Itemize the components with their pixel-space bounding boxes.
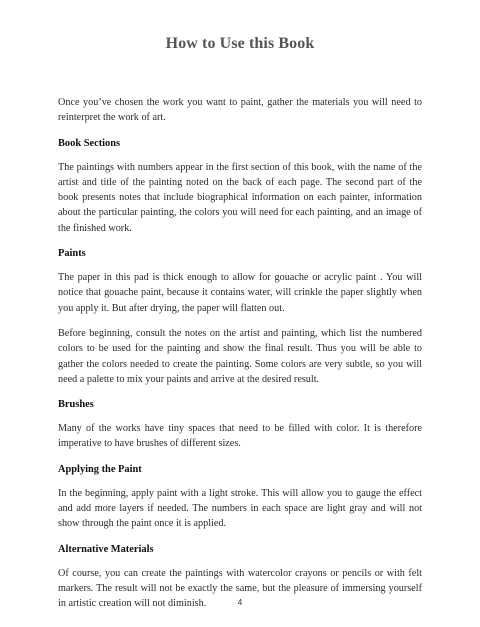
section-heading-alternative-materials: Alternative Materials bbox=[58, 543, 154, 555]
page-content bbox=[58, 95, 422, 622]
section-heading-paints: Paints bbox=[58, 248, 86, 260]
section-heading-applying-paint: Applying the Paint bbox=[58, 463, 142, 475]
applying-paint-paragraph: In the beginning, apply paint with a light stroke. This will allow you to gauge the effect and add more layers if needed. The numbers in each space are light gray and will not show through the paint once it is applied. bbox=[58, 487, 422, 530]
paints-paragraph-2: Before beginning, consult the notes on the artist and painting, which list the numbered colors to be used for the painting and show the final result. Thus you will be able to gather the colors needed to create the painting. Some colors are very subtle, so you will need a palette to mix your paints and arrive at the desired result. bbox=[58, 327, 422, 385]
section-heading-brushes: Brushes bbox=[58, 399, 94, 411]
brushes-paragraph: Many of the works have tiny spaces that need to be filled with color. It is therefore imperative to have brushes of different sizes. bbox=[58, 423, 422, 450]
page-title: How to Use this Book bbox=[165, 35, 315, 52]
page-number: 4 bbox=[237, 598, 243, 607]
paints-paragraph-1: The paper in this pad is thick enough to allow for gouache or acrylic paint . You will notice that gouache paint, because it contains water, will crinkle the paper slightly when you apply it. But after drying, the paper will flatten out. bbox=[58, 272, 422, 314]
section-heading-book-sections: Book Sections bbox=[58, 137, 121, 149]
alternative-materials-paragraph: Of course, you can create the paintings with watercolor crayons or pencils or with felt markers. The result will not be exactly the same, but the pleasure of immersing yourself in artistic creation will not diminish. bbox=[58, 567, 422, 610]
book-sections-paragraph: The paintings with numbers appear in the first section of this book, with the name of the artist and title of the painting noted on the back of each page. The second part of the book presents notes that include biographical information on each painter, information about the particular painting, the colors you will need for each painting, and an image of the finished work. bbox=[58, 161, 422, 234]
intro-paragraph: Once you’ve chosen the work you want to paint, gather the materials you will need to reinterpret the work of art. bbox=[58, 97, 422, 124]
